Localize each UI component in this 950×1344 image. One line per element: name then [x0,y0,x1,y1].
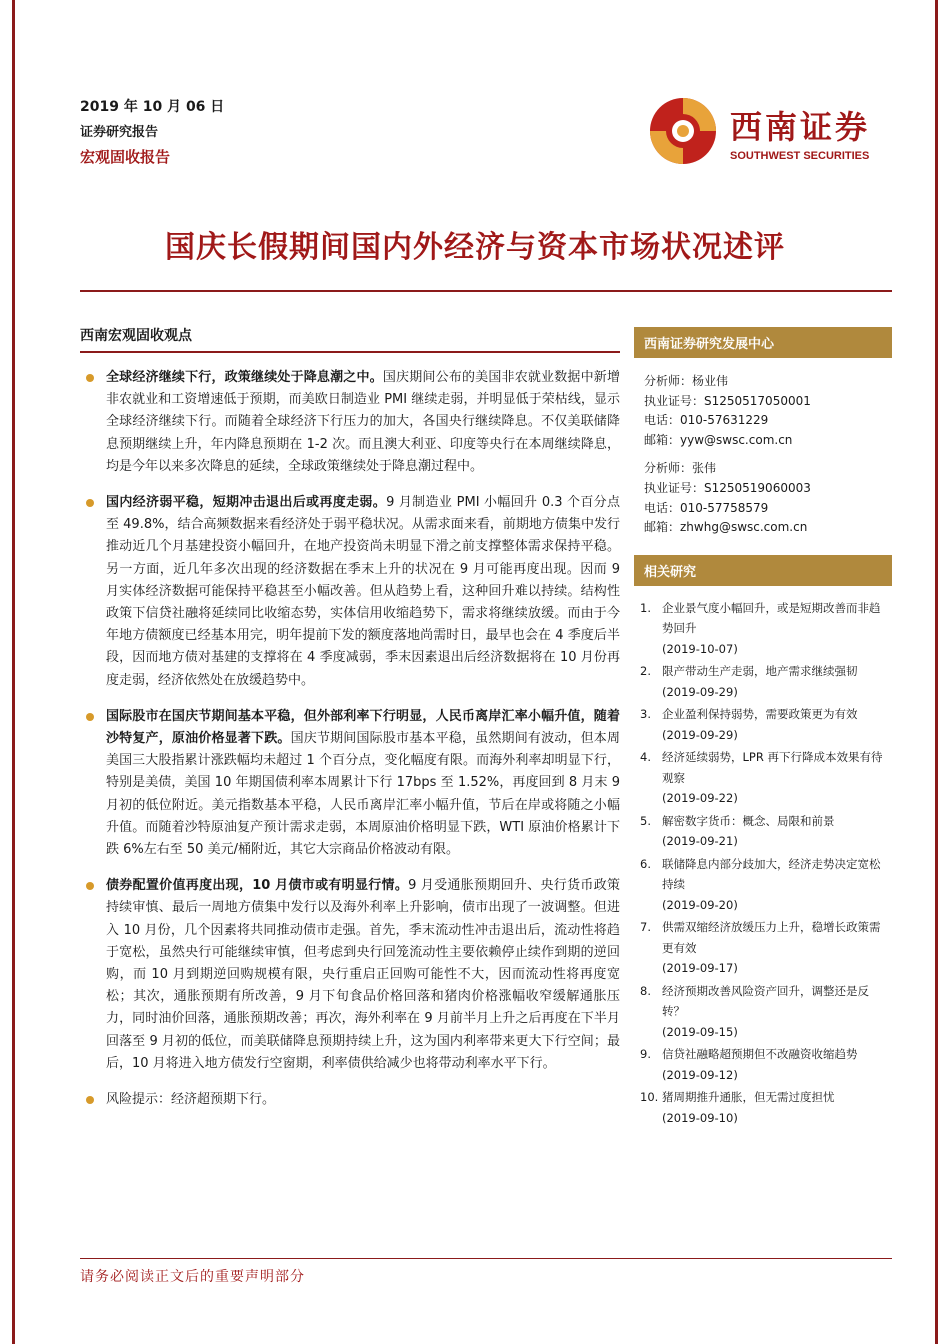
risk-warning [80,1089,620,1111]
report-number: 5. [640,813,651,828]
viewpoint-bullet [80,875,620,1075]
report-type: 证券研究报告 [80,125,159,140]
report-date: 2019 年 10 月 06 日 [80,99,225,115]
analyst-name: 分析师：杨业伟 [644,374,729,388]
analyst-contacts [634,358,892,555]
report-category: 宏观固收报告 [80,148,171,166]
report-date: (2019-09-21) [662,834,738,849]
section-title: 西南宏观固收观点 [80,325,620,353]
report-date: (2019-09-22) [662,791,738,806]
report-number: 7. [640,920,651,935]
bullet-body: 国庆期间公布的美国非农就业数据中新增非农就业和工资增速低于预期，而美欧日制造业 PMI 继续走弱，并明显低于荣枯线，显示全球经济继续下行。而随着全球经济下行压力的加大，各国央行继续降息。不仅美联储降息预期继续上升，年内降息预期在 1-2 次。而且澳大利亚、印度等央行在本周继续降息，均是今年以来多次降息的延续，全球政策继续处于降息潮过程中。 [106,370,620,474]
related-report-item[interactable] [640,661,886,702]
report-title: 解密数字货币：概念、局限和前景 [662,813,835,828]
report-number: 8. [640,983,651,998]
related-report-item[interactable] [640,747,886,809]
page-border-right [935,0,938,1344]
analyst-name: 分析师：张伟 [644,461,717,476]
bullet-body: 9 月受通胀预期回升、央行货币政策持续审慎、最后一周地方债集中发行以及海外利率上升影响，债市出现了一波调整。但进入 10 月份，几个因素将共同推动债市走强。首先，季末流动性冲击退出后，流动性将趋于宽松，虽然央行可能继续审慎，但考虑到央行回笼流动性主要依赖停止续作到期的逆回购，而 10 月到期逆回购规模有限，央行重启正回购可能性不大，因而流动性将再度宽松；其次，通胀预期有所改善，9 月下旬食品价格回落和猪肉价格涨幅收窄缓解通胀压力，同时油价回落，通胀预期改善；再次，海外利率在 9 月前半月上升之后再度在下半月回落至 9 月初的低位，而美联储降息预期持续上升，这为国内利率带来更大下行空间；最后，10 月将进入地方债发行空窗期，利率债供给减少也将带动利率水平下行。 [106,878,620,1071]
bullet-lead: 国际股市在国庆节期间基本平稳，但外部利率下行明显，人民币离岸汇率小幅升值，随着沙特复产，原油价格显著下跌。 [106,708,620,747]
report-date: (2019-09-15) [662,1024,738,1039]
report-title: 企业盈利保持弱势，需要政策更为有效 [662,707,858,722]
report-date: (2019-09-12) [662,1067,738,1082]
analyst-license: 执业证号：S1250517050001 [644,393,811,408]
analyst-license: 执业证号：S1250519060003 [644,480,811,495]
report-number: 9. [640,1047,651,1062]
analyst-card [644,372,882,450]
sidebar [634,327,892,1130]
related-report-item[interactable] [640,981,886,1043]
report-date: (2019-09-20) [662,897,738,912]
bullet-body: 风险提示：经济超预期下行。 [106,1092,276,1108]
related-research-header: 相关研究 [634,555,892,586]
logo-name-cn: 西南证券 [730,108,871,146]
related-report-item[interactable] [640,854,886,916]
bullet-lead: 全球经济继续下行，政策继续处于降息潮之中。 [106,370,383,385]
footer-divider [80,1258,892,1259]
company-logo [648,92,888,172]
research-center-header: 西南证券研究发展中心 [634,327,892,358]
bullet-dot-icon [86,499,94,507]
report-number: 4. [640,750,651,765]
analyst-phone: 电话：010-57758579 [644,500,769,515]
bullet-lead: 国内经济弱平稳，短期冲击退出后或再度走弱。 [106,495,387,511]
viewpoint-bullet [80,706,620,861]
bullet-dot-icon [86,713,94,721]
report-number: 6. [640,856,651,871]
analyst-email[interactable]: 邮箱：zhwhg@swsc.com.cn [644,520,808,535]
bullet-body: 9 月制造业 PMI 小幅回升 0.3 个百分点至 49.8%，结合高频数据来看经济处于弱平稳状况。从需求面来看，前期地方债集中发行推动近几个月基建投资小幅回升，在地产投资尚未明显下滑之前支撑整体需求保持平稳。另一方面，近几年多次出现的经济数据在季末上升的状况在 9 月可能再度出现。因而 9 月实体经济数据可能保持平稳甚至小幅改善。但从趋势上看，这种回升难以持续。结构性政策下信贷社融将延续同比收缩态势，实体信用收缩趋势下，需求将继续放缓。而由于今年地方债额度已经基本用完，明年提前下发的额度落地尚需时日，最早也会在 4 季度后半段，因而地方债对基建的支撑将在 4 季度减弱，季末因素退出后经济数据将在 10 月份再度走弱，经济依然处在放缓趋势中。 [106,495,620,688]
bullet-lead: 债券配置价值再度出现，10 月债市或有明显行情。 [106,878,409,894]
viewpoint-bullet [80,367,620,478]
report-title: 限产带动生产走弱，地产需求继续强韧 [662,664,858,679]
bullet-body: 国庆节期间国际股市基本平稳，虽然期间有波动，但本周美国三大股指累计涨跌幅均未超过 1 个百分点，变化幅度有限。而海外利率却明显下行，特别是美债，美国 10 年期国债利率本周累计下行 17bps 至 1.52%，再度回到 8 月末 9 月初的低位附近。美元指数基本平稳，人民币离岸汇率小幅升值，节后在岸或将随之小幅升值。而随着沙特原油复产预计需求走弱，本周原油价格明显下跌，WTI 原油价格累计下跌 6%左右至 50 美元/桶附近，其它大宗商品价格波动有限。 [106,731,620,858]
report-date: (2019-10-07) [662,641,738,656]
related-report-item[interactable] [640,811,886,852]
related-report-item[interactable] [640,598,886,660]
related-report-item[interactable] [640,1087,886,1128]
logo-name-en: SOUTHWEST SECURITIES [730,150,870,162]
analyst-email[interactable]: 邮箱：yyw@swsc.com.cn [644,432,793,447]
report-date: (2019-09-29) [662,684,738,699]
report-title: 经济预期改善风险资产回升，调整还是反转？ [662,983,869,1019]
report-title: 供需双缩经济放缓压力上升，稳增长政策需更有效 [662,920,881,955]
report-number: 10. [640,1090,659,1105]
main-content [80,325,620,1125]
related-research-list [634,586,892,1129]
related-report-item[interactable] [640,1044,886,1085]
logo-emblem-icon [648,96,718,166]
viewpoint-bullet [80,492,620,692]
report-title: 信贷社融略超预期但不改融资收缩趋势 [662,1047,858,1062]
bullet-dot-icon [86,374,94,382]
report-title: 猪周期推升通胀，但无需过度担忧 [662,1090,835,1105]
bullet-dot-icon [86,1096,94,1104]
related-report-item[interactable] [640,917,886,979]
analyst-card [644,459,882,537]
report-date: (2019-09-10) [662,1110,738,1125]
report-date: (2019-09-17) [662,961,738,976]
related-report-item[interactable] [640,704,886,745]
bullet-dot-icon [86,882,94,890]
analyst-phone: 电话：010-57631229 [644,413,769,428]
report-title: 联储降息内部分歧加大，经济走势决定宽松持续 [662,856,881,892]
report-number: 3. [640,707,651,722]
footer-notice: 请务必阅读正文后的重要声明部分 [80,1269,305,1285]
page-border-left [12,0,15,1344]
report-title: 经济延续弱势，LPR 再下行降成本效果有待观察 [662,750,883,785]
report-title: 企业景气度小幅回升，或是短期改善而非趋势回升 [662,600,881,636]
report-number: 1. [640,600,651,615]
report-number: 2. [640,664,651,679]
report-title: 国庆长假期间国内外经济与资本市场状况述评 [165,230,785,265]
report-date: (2019-09-29) [662,727,738,742]
title-divider [80,290,892,292]
